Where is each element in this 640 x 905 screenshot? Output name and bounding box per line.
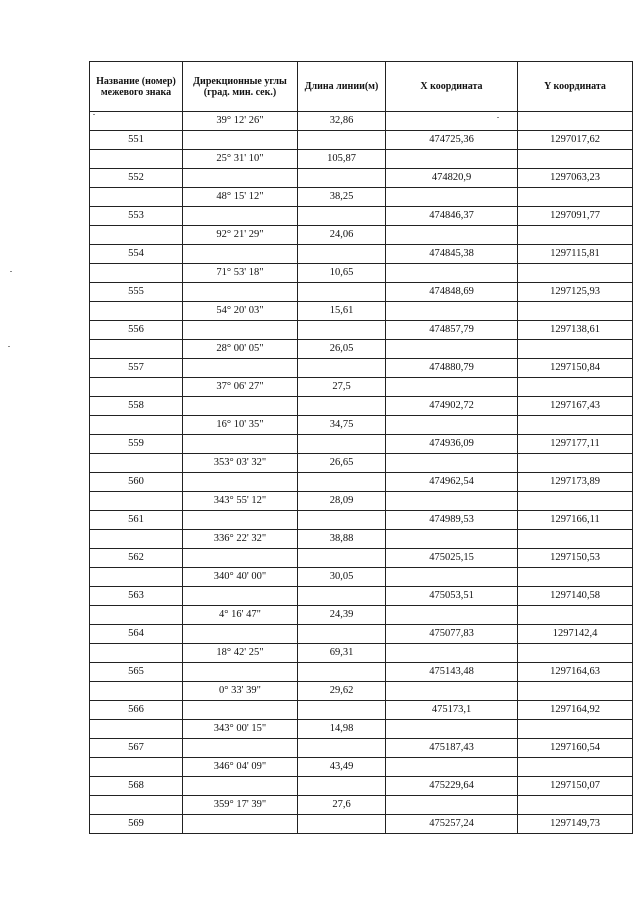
cell-direction-angle	[183, 397, 298, 416]
cell-line-length: 29,62	[298, 682, 386, 701]
cell-y-coordinate: 1297150,84	[518, 359, 633, 378]
cell-line-length: 27,5	[298, 378, 386, 397]
cell-direction-angle	[183, 625, 298, 644]
cell-mark-name	[90, 606, 183, 625]
cell-direction-angle: 340° 40' 00"	[183, 568, 298, 587]
cell-mark-name: 568	[90, 777, 183, 796]
cell-y-coordinate	[518, 606, 633, 625]
table-row	[90, 188, 633, 207]
cell-line-length	[298, 777, 386, 796]
cell-line-length	[298, 321, 386, 340]
cell-mark-name: 556	[90, 321, 183, 340]
cell-x-coordinate	[386, 454, 518, 473]
table-row	[90, 226, 633, 245]
cell-y-coordinate: 1297167,43	[518, 397, 633, 416]
cell-direction-angle	[183, 473, 298, 492]
cell-direction-angle: 353° 03' 32"	[183, 454, 298, 473]
cell-y-coordinate: 1297150,07	[518, 777, 633, 796]
table-row	[90, 150, 633, 169]
cell-mark-name	[90, 112, 183, 131]
table-row	[90, 587, 633, 606]
cell-x-coordinate	[386, 302, 518, 321]
table-row	[90, 568, 633, 587]
table-row	[90, 397, 633, 416]
cell-mark-name	[90, 644, 183, 663]
cell-x-coordinate: 474902,72	[386, 397, 518, 416]
cell-direction-angle: 16° 10' 35"	[183, 416, 298, 435]
cell-x-coordinate: 475025,15	[386, 549, 518, 568]
cell-line-length	[298, 435, 386, 454]
cell-line-length: 24,39	[298, 606, 386, 625]
cell-mark-name	[90, 568, 183, 587]
cell-mark-name: 565	[90, 663, 183, 682]
cell-line-length: 105,87	[298, 150, 386, 169]
cell-y-coordinate: 1297164,92	[518, 701, 633, 720]
cell-line-length	[298, 815, 386, 834]
cell-y-coordinate: 1297150,53	[518, 549, 633, 568]
cell-y-coordinate	[518, 302, 633, 321]
cell-line-length	[298, 663, 386, 682]
cell-line-length: 15,61	[298, 302, 386, 321]
cell-mark-name	[90, 188, 183, 207]
cell-mark-name	[90, 682, 183, 701]
cell-line-length	[298, 739, 386, 758]
cell-line-length: 38,88	[298, 530, 386, 549]
boundary-coordinates-table	[89, 61, 633, 834]
cell-x-coordinate: 474880,79	[386, 359, 518, 378]
cell-line-length	[298, 625, 386, 644]
table-row	[90, 492, 633, 511]
cell-y-coordinate	[518, 758, 633, 777]
cell-y-coordinate: 1297160,54	[518, 739, 633, 758]
cell-direction-angle	[183, 663, 298, 682]
cell-y-coordinate	[518, 720, 633, 739]
cell-mark-name: 557	[90, 359, 183, 378]
cell-y-coordinate: 1297164,63	[518, 663, 633, 682]
cell-direction-angle: 343° 55' 12"	[183, 492, 298, 511]
cell-y-coordinate	[518, 682, 633, 701]
cell-line-length	[298, 245, 386, 264]
cell-mark-name: 559	[90, 435, 183, 454]
cell-line-length: 38,25	[298, 188, 386, 207]
table-row	[90, 435, 633, 454]
cell-x-coordinate: 474857,79	[386, 321, 518, 340]
cell-direction-angle: 346° 04' 09"	[183, 758, 298, 777]
cell-x-coordinate	[386, 796, 518, 815]
cell-mark-name: 564	[90, 625, 183, 644]
cell-mark-name: 569	[90, 815, 183, 834]
cell-line-length: 10,65	[298, 264, 386, 283]
cell-mark-name: 560	[90, 473, 183, 492]
cell-y-coordinate: 1297173,89	[518, 473, 633, 492]
cell-direction-angle: 37° 06' 27"	[183, 378, 298, 397]
cell-y-coordinate	[518, 378, 633, 397]
cell-direction-angle: 343° 00' 15"	[183, 720, 298, 739]
cell-mark-name	[90, 150, 183, 169]
cell-mark-name	[90, 720, 183, 739]
table-row	[90, 169, 633, 188]
cell-direction-angle: 18° 42' 25"	[183, 644, 298, 663]
cell-line-length: 26,05	[298, 340, 386, 359]
cell-x-coordinate	[386, 150, 518, 169]
cell-mark-name	[90, 796, 183, 815]
cell-y-coordinate: 1297125,93	[518, 283, 633, 302]
cell-x-coordinate	[386, 606, 518, 625]
cell-y-coordinate: 1297142,4	[518, 625, 633, 644]
cell-mark-name: 553	[90, 207, 183, 226]
cell-x-coordinate: 474989,53	[386, 511, 518, 530]
cell-y-coordinate: 1297091,77	[518, 207, 633, 226]
cell-y-coordinate: 1297140,58	[518, 587, 633, 606]
table-row	[90, 606, 633, 625]
cell-direction-angle	[183, 701, 298, 720]
cell-y-coordinate	[518, 454, 633, 473]
cell-mark-name: 567	[90, 739, 183, 758]
table-row	[90, 796, 633, 815]
cell-y-coordinate: 1297115,81	[518, 245, 633, 264]
header-direction-angle: Дирекционные углы (град. мин. сек.)	[183, 62, 298, 112]
cell-y-coordinate: 1297177,11	[518, 435, 633, 454]
cell-line-length	[298, 359, 386, 378]
cell-direction-angle	[183, 435, 298, 454]
cell-mark-name	[90, 226, 183, 245]
cell-mark-name	[90, 264, 183, 283]
cell-x-coordinate: 474848,69	[386, 283, 518, 302]
table-row	[90, 473, 633, 492]
cell-mark-name: 558	[90, 397, 183, 416]
cell-line-length: 32,86	[298, 112, 386, 131]
cell-x-coordinate: 474820,9	[386, 169, 518, 188]
cell-y-coordinate	[518, 796, 633, 815]
table-header-row	[90, 62, 633, 112]
cell-x-coordinate: 475053,51	[386, 587, 518, 606]
table-body	[90, 112, 633, 834]
cell-mark-name: 555	[90, 283, 183, 302]
cell-x-coordinate	[386, 340, 518, 359]
cell-x-coordinate	[386, 720, 518, 739]
cell-line-length	[298, 283, 386, 302]
table-row	[90, 245, 633, 264]
cell-y-coordinate	[518, 226, 633, 245]
table-row	[90, 777, 633, 796]
header-line-length: Длина линии(м)	[298, 62, 386, 112]
table-row	[90, 321, 633, 340]
cell-line-length	[298, 169, 386, 188]
cell-direction-angle: 54° 20' 03"	[183, 302, 298, 321]
cell-direction-angle	[183, 587, 298, 606]
cell-mark-name	[90, 340, 183, 359]
table-row	[90, 416, 633, 435]
cell-x-coordinate	[386, 378, 518, 397]
cell-x-coordinate: 474846,37	[386, 207, 518, 226]
cell-x-coordinate	[386, 492, 518, 511]
header-y-coordinate: Y координата	[518, 62, 633, 112]
header-x-coordinate: X координата	[386, 62, 518, 112]
cell-mark-name: 566	[90, 701, 183, 720]
table-row	[90, 359, 633, 378]
cell-x-coordinate: 474845,38	[386, 245, 518, 264]
cell-y-coordinate	[518, 150, 633, 169]
cell-mark-name	[90, 758, 183, 777]
cell-y-coordinate: 1297166,11	[518, 511, 633, 530]
cell-line-length: 28,09	[298, 492, 386, 511]
cell-line-length: 24,06	[298, 226, 386, 245]
cell-line-length: 26,65	[298, 454, 386, 473]
cell-mark-name	[90, 416, 183, 435]
cell-direction-angle: 336° 22' 32"	[183, 530, 298, 549]
table-row	[90, 131, 633, 150]
cell-mark-name	[90, 302, 183, 321]
cell-y-coordinate	[518, 568, 633, 587]
cell-x-coordinate	[386, 226, 518, 245]
table-row	[90, 530, 633, 549]
table-row	[90, 207, 633, 226]
cell-line-length: 27,6	[298, 796, 386, 815]
cell-y-coordinate: 1297017,62	[518, 131, 633, 150]
cell-mark-name: 554	[90, 245, 183, 264]
cell-x-coordinate	[386, 682, 518, 701]
cell-y-coordinate: 1297149,73	[518, 815, 633, 834]
cell-y-coordinate	[518, 112, 633, 131]
cell-direction-angle	[183, 511, 298, 530]
table-row	[90, 644, 633, 663]
cell-y-coordinate	[518, 188, 633, 207]
cell-direction-angle: 359° 17' 39"	[183, 796, 298, 815]
cell-x-coordinate: 474962,54	[386, 473, 518, 492]
cell-direction-angle	[183, 549, 298, 568]
cell-y-coordinate	[518, 644, 633, 663]
cell-y-coordinate	[518, 530, 633, 549]
cell-direction-angle	[183, 169, 298, 188]
cell-x-coordinate	[386, 644, 518, 663]
cell-x-coordinate	[386, 188, 518, 207]
cell-mark-name: 551	[90, 131, 183, 150]
cell-direction-angle: 25° 31' 10"	[183, 150, 298, 169]
cell-y-coordinate	[518, 264, 633, 283]
cell-direction-angle	[183, 131, 298, 150]
cell-direction-angle	[183, 283, 298, 302]
cell-mark-name: 562	[90, 549, 183, 568]
cell-mark-name	[90, 530, 183, 549]
table-row	[90, 511, 633, 530]
cell-direction-angle	[183, 777, 298, 796]
table-row	[90, 739, 633, 758]
cell-direction-angle	[183, 815, 298, 834]
table-row	[90, 454, 633, 473]
cell-x-coordinate	[386, 530, 518, 549]
cell-x-coordinate: 475257,24	[386, 815, 518, 834]
cell-direction-angle: 39° 12' 26"	[183, 112, 298, 131]
cell-direction-angle: 4° 16' 47"	[183, 606, 298, 625]
cell-line-length: 34,75	[298, 416, 386, 435]
cell-x-coordinate: 475143,48	[386, 663, 518, 682]
cell-mark-name: 563	[90, 587, 183, 606]
cell-line-length	[298, 397, 386, 416]
cell-direction-angle: 28° 00' 05"	[183, 340, 298, 359]
table-row	[90, 663, 633, 682]
table-row	[90, 549, 633, 568]
cell-mark-name: 561	[90, 511, 183, 530]
cell-y-coordinate	[518, 416, 633, 435]
cell-line-length: 69,31	[298, 644, 386, 663]
cell-y-coordinate	[518, 492, 633, 511]
table-row	[90, 378, 633, 397]
cell-direction-angle: 0° 33' 39"	[183, 682, 298, 701]
table-row	[90, 340, 633, 359]
cell-x-coordinate	[386, 112, 518, 131]
cell-line-length	[298, 207, 386, 226]
cell-line-length	[298, 587, 386, 606]
cell-direction-angle: 92° 21' 29"	[183, 226, 298, 245]
cell-direction-angle	[183, 245, 298, 264]
table-row	[90, 625, 633, 644]
cell-mark-name: 552	[90, 169, 183, 188]
table-row	[90, 758, 633, 777]
header-mark-name: Название (номер) межевого знака	[90, 62, 183, 112]
cell-direction-angle	[183, 739, 298, 758]
cell-direction-angle: 71° 53' 18"	[183, 264, 298, 283]
cell-x-coordinate: 475173,1	[386, 701, 518, 720]
cell-x-coordinate	[386, 568, 518, 587]
table-row	[90, 720, 633, 739]
table-row	[90, 682, 633, 701]
cell-x-coordinate	[386, 758, 518, 777]
cell-line-length	[298, 549, 386, 568]
table-row	[90, 264, 633, 283]
cell-mark-name	[90, 454, 183, 473]
table-row	[90, 302, 633, 321]
cell-line-length	[298, 473, 386, 492]
cell-line-length	[298, 701, 386, 720]
cell-direction-angle: 48° 15' 12"	[183, 188, 298, 207]
cell-line-length	[298, 511, 386, 530]
cell-direction-angle	[183, 321, 298, 340]
cell-y-coordinate: 1297063,23	[518, 169, 633, 188]
cell-x-coordinate	[386, 416, 518, 435]
cell-line-length: 14,98	[298, 720, 386, 739]
cell-line-length	[298, 131, 386, 150]
table-row	[90, 112, 633, 131]
cell-x-coordinate: 474936,09	[386, 435, 518, 454]
cell-x-coordinate: 474725,36	[386, 131, 518, 150]
cell-direction-angle	[183, 207, 298, 226]
cell-line-length: 30,05	[298, 568, 386, 587]
table-row	[90, 701, 633, 720]
cell-y-coordinate	[518, 340, 633, 359]
cell-x-coordinate	[386, 264, 518, 283]
cell-direction-angle	[183, 359, 298, 378]
cell-mark-name	[90, 492, 183, 511]
cell-x-coordinate: 475229,64	[386, 777, 518, 796]
table-row	[90, 283, 633, 302]
table-row	[90, 815, 633, 834]
cell-line-length: 43,49	[298, 758, 386, 777]
cell-y-coordinate: 1297138,61	[518, 321, 633, 340]
cell-x-coordinate: 475187,43	[386, 739, 518, 758]
cell-x-coordinate: 475077,83	[386, 625, 518, 644]
cell-mark-name	[90, 378, 183, 397]
